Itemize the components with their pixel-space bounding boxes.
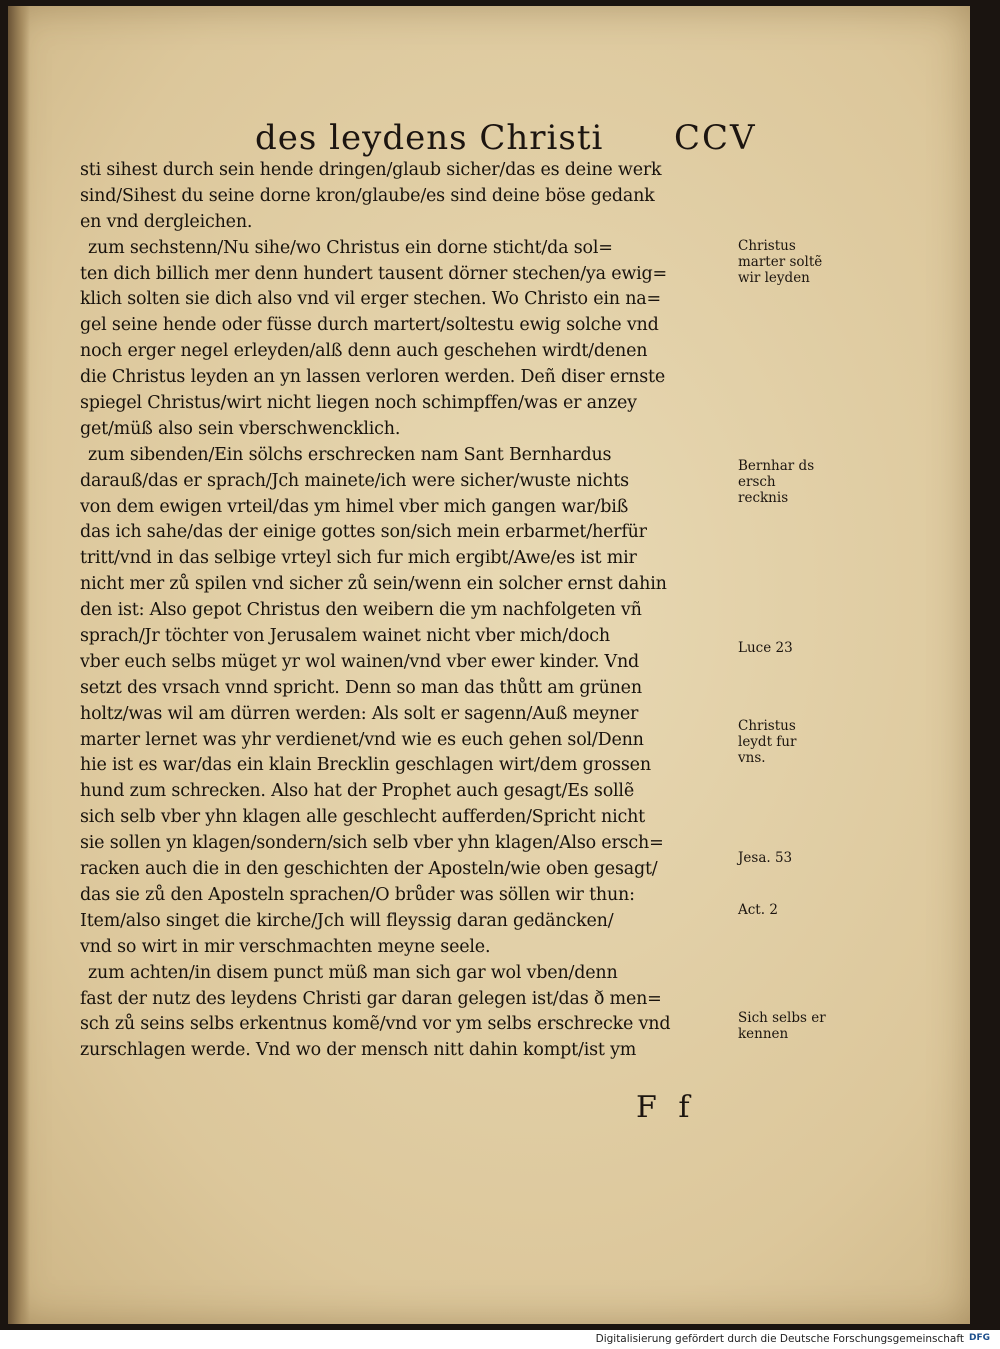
text-line: hund zum schrecken. Also hat der Prophet auch gesagt/Es sollẽ	[80, 781, 634, 802]
margin-note-act: Act. 2	[738, 902, 778, 918]
text-line: sind/Sihest du seine dorne kron/glaube/es sind deine böse gedank	[80, 185, 655, 206]
running-title: des leydens Christi	[255, 118, 604, 158]
text-line: das ich sahe/das der einige gottes son/sich mein erbarmet/herfür	[80, 522, 647, 543]
text-line: zum sechstenn/Nu sihe/wo Christus ein dorne sticht/da sol=	[88, 237, 613, 258]
text-line: ten dich billich mer denn hundert tausent dörner stechen/ya ewig=	[80, 263, 667, 284]
text-line: sch zů seins selbs erkentnus komẽ/vnd vor ym selbs erschrecke vnd	[80, 1014, 671, 1035]
text-line: tritt/vnd in das selbige vrteyl sich fur mich ergibt/Awe/es ist mir	[80, 548, 637, 569]
text-line: nicht mer zů spilen vnd sicher zů sein/wenn ein solcher ernst dahin	[80, 574, 667, 595]
dfg-logo-icon: DFG	[968, 1333, 990, 1343]
margin-note-sich-selbs: Sich selbs er kennen	[738, 1010, 826, 1042]
text-line: die Christus leyden an yn lassen verloren werden. Deñ diser ernste	[80, 367, 665, 388]
text-line: klich solten sie dich also vnd vil erger stechen. Wo Christo ein na=	[80, 289, 661, 310]
text-line: spiegel Christus/wirt nicht liegen noch schimpffen/was er anzey	[80, 393, 637, 414]
text-line: hie ist es war/das ein klain Brecklin geschlagen wirt/dem grossen	[80, 755, 651, 776]
text-line: sprach/Jr töchter von Jerusalem wainet nicht vber mich/doch	[80, 626, 610, 647]
text-line: holtz/was wil am dürren werden: Als solt er sagenn/Auß meyner	[80, 703, 639, 724]
text-line: fast der nutz des leydens Christi gar daran gelegen ist/das ð men=	[80, 988, 662, 1009]
text-line: gel seine hende oder füsse durch martert/soltestu ewig solche vnd	[80, 315, 659, 336]
text-line: racken auch die in den geschichten der Aposteln/wie oben gesagt/	[80, 859, 658, 880]
text-line: sich selb vber yhn klagen alle geschlecht aufferden/Spricht nicht	[80, 807, 645, 828]
text-line: das sie zů den Aposteln sprachen/O brůder was söllen wir thun:	[80, 884, 635, 905]
text-line: Item/also singet die kirche/Jch will fleyssig daran gedäncken/	[80, 910, 614, 931]
text-line: setzt des vrsach vnnd spricht. Denn so man das thůtt am grünen	[80, 677, 642, 698]
text-line: von dem ewigen vrteil/das ym himel vber mich gangen war/biß	[80, 496, 629, 517]
text-line: sti sihest durch sein hende dringen/glaub sicher/das es deine werk	[80, 160, 662, 180]
text-line: marter lernet was yhr verdienet/vnd wie es euch gehen sol/Denn	[80, 729, 644, 750]
text-line: get/müß also sein vberschwencklich.	[80, 418, 401, 439]
margin-note-christus-marter: Christus marter soltẽ wir leyden	[738, 238, 823, 286]
text-line: zum sibenden/Ein sölchs erschrecken nam Sant Bernhardus	[88, 444, 612, 465]
text-line: den ist: Also gepot Christus den weibern die ym nachfolgeten vñ	[80, 600, 642, 621]
text-line: sie sollen yn klagen/sondern/sich selb vber yhn klagen/Also ersch=	[80, 833, 664, 854]
digitization-credit: Digitalisierung gefördert durch die Deutsche Forschungsgemeinschaft	[595, 1333, 964, 1345]
text-line: vber euch selbs müget yr wol wainen/vnd vber ewer kinder. Vnd	[80, 651, 640, 672]
margin-note-christus-leydt: Christus leydt fur vns.	[738, 718, 797, 766]
page-gutter	[8, 6, 30, 1324]
text-line: darauß/das er sprach/Jch mainete/ich were sicher/wuste nichts	[80, 470, 629, 491]
text-line: zum achten/in disem punct müß man sich gar wol vben/denn	[88, 962, 618, 983]
text-line: zurschlagen werde. Vnd wo der mensch nitt dahin kompt/ist ym	[80, 1040, 637, 1061]
folio-number: CCV	[674, 118, 757, 158]
text-line: vnd so wirt in mir verschmachten meyne seele.	[80, 936, 491, 957]
text-line: en vnd dergleichen.	[80, 211, 253, 232]
main-text-block	[80, 158, 740, 1093]
margin-note-bernhard: Bernhar ds ersch recknis	[738, 458, 815, 506]
margin-note-luce: Luce 23	[738, 640, 793, 656]
signature-mark: F f	[636, 1090, 696, 1125]
text-line: noch erger negel erleyden/alß denn auch geschehen wirdt/denen	[80, 341, 648, 362]
margin-note-jesa: Jesa. 53	[738, 850, 793, 866]
